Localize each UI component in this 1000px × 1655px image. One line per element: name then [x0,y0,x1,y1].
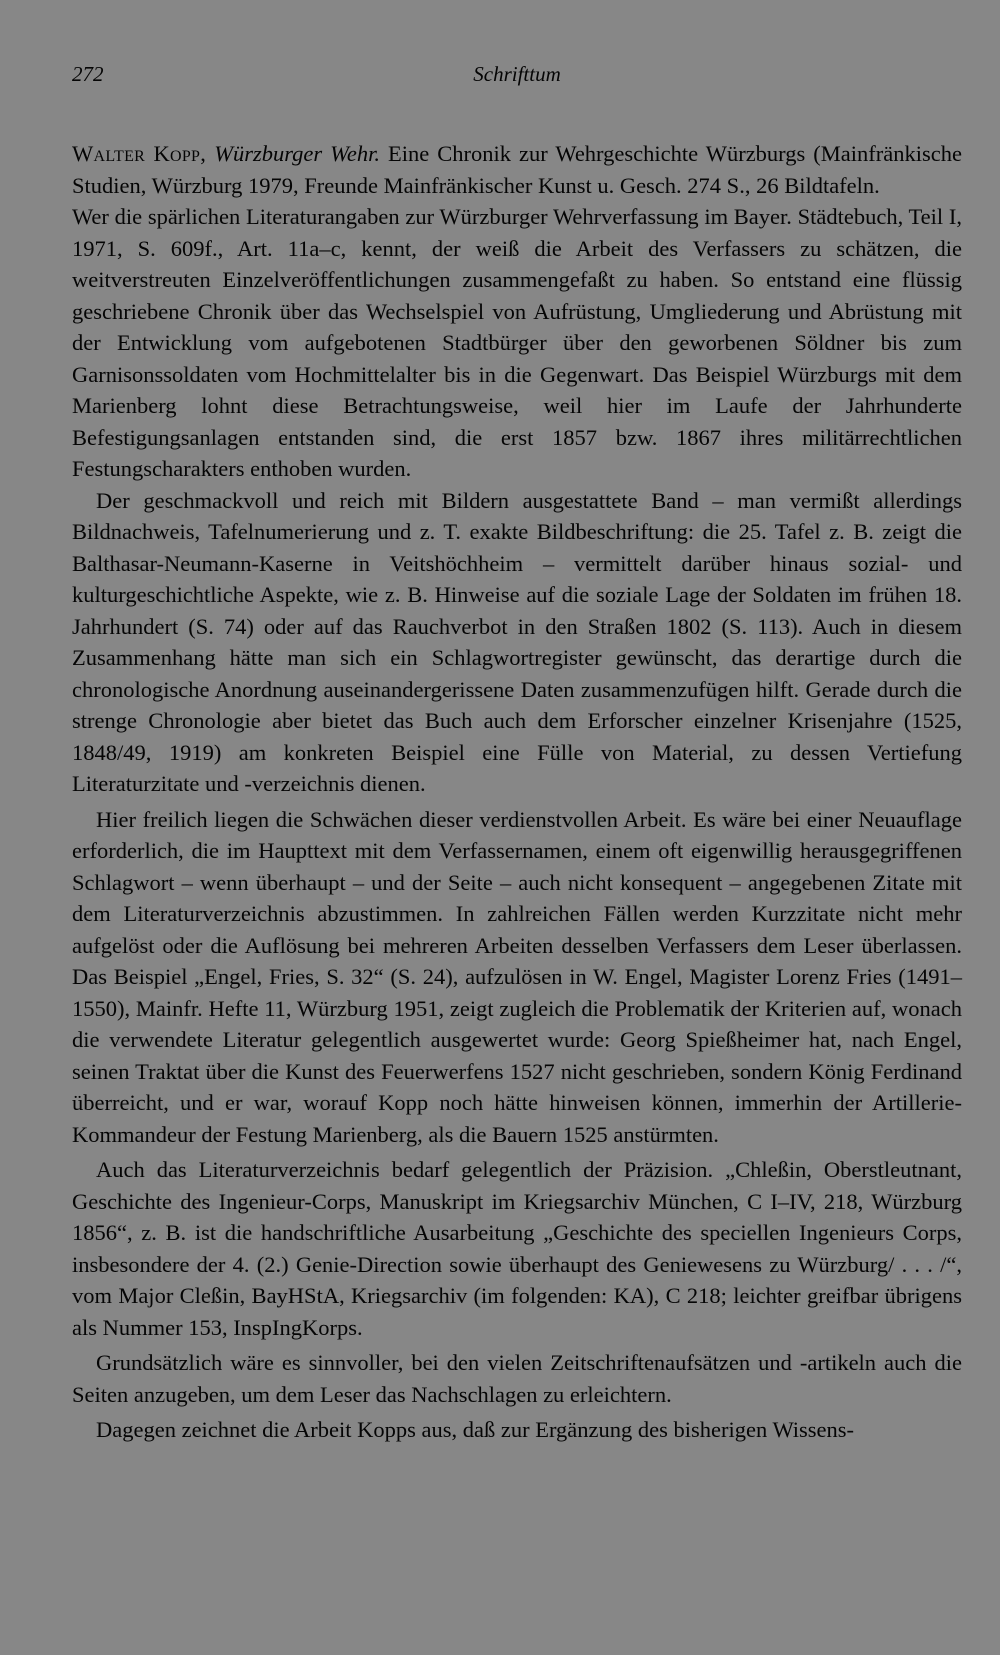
review-citation: Eine Chronik zur Wehrgeschichte Würzburgs (Mainfränkische Studien, Würzburg 1979, Freunde Mainfränkischer Kunst u. Gesch. 274 S., 26 Bildtafeln. [72,141,962,198]
section-title: Schrifttum [473,62,561,86]
page [72,56,962,1446]
review-book-title: Würzburger Wehr. [214,141,380,166]
review-paragraph-6: Dagegen zeichnet die Arbeit Kopps aus, daß zur Ergänzung des bisherigen Wissens- [96,1417,855,1442]
review-paragraph-2: Der geschmackvoll und reich mit Bildern ausgestattete Band – man vermißt allerdings Bildnachweis, Tafelnumerierung und z. T. exakte Bildbeschriftung: die 25. Tafel z. B. zeigt die Balthasar-Neumann-Kaserne in Veitshöchheim – vermittelt darüber hinaus sozial- und kulturgeschichtliche Aspekte, wie z. B. Hinweise auf die soziale Lage der Soldaten im frühen 18. Jahrhundert (S. 74) oder auf das Rauchverbot in den Straßen 1802 (S. 113). Auch in diesem Zusammenhang hätte man sich ein Schlagwortregister gewünscht, das derartige durch die chronologische Anordnung auseinandergerissene Daten zusammenzufügen hilft. Gerade durch die strenge Chronologie aber bietet das Buch auch dem Erforscher einzelner Krisenjahre (1525, 1848/49, 1919) am konkreten Beispiel eine Fülle von Material, zu dessen Vertiefung Literaturzitate und -verzeichnis dienen. [72,487,962,796]
review-paragraph-4: Auch das Literaturverzeichnis bedarf gelegentlich der Präzision. „Chleßin, Oberstleutnant, Geschichte des Ingenieur-Corps, Manuskript im Kriegsarchiv München, C I–IV, 218, Würzburg 1856“, z. B. ist die handschriftliche Ausarbeitung „Geschichte des speciellen Ingenieurs Corps, insbesondere der 4. (2.) Genie-Direction sowie überhaupt des Geniewesens zu Würzburg/ . . . /“, vom Major Cleßin, BayHStA, Kriegsarchiv (im folgenden: KA), C 218; leichter greifbar übrigens als Nummer 153, InspIngKorps. [72,1157,962,1340]
page-number: 272 [72,62,104,86]
running-head [72,56,962,92]
review-author: Walter Kopp, [72,141,207,166]
review-heading [72,138,962,201]
review-paragraph-1: Wer die spärlichen Literaturangaben zur Würzburger Wehrverfassung im Bayer. Städtebuch, Teil I, 1971, S. 609f., Art. 11a–c, kennt, der weiß die Arbeit des Verfassers zu schätzen, die weitverstreuten Einzelveröffentlichungen zusammengefaßt zu haben. So entstand eine flüssig geschriebene Chronik über das Wechselspiel von Aufrüstung, Umgliederung und Abrüstung mit der Entwicklung vom aufgebotenen Stadtbürger über den geworbenen Söldner bis zum Garnisonssoldaten vom Hochmittelalter bis in die Gegenwart. Das Beispiel Würzburgs mit dem Marienberg lohnt diese Betrachtungsweise, weil hier im Laufe der Jahrhunderte Befestigungsanlagen entstanden sind, die erst 1857 bzw. 1867 ihres militärrechtlichen Festungscharakters enthoben wurden. [72,204,962,481]
review-paragraph-5: Grundsätzlich wäre es sinnvoller, bei den vielen Zeitschriftenaufsätzen und -artikeln auch die Seiten anzugeben, um dem Leser das Nachschlagen zu erleichtern. [72,1350,962,1407]
review-paragraph-3: Hier freilich liegen die Schwächen dieser verdienstvollen Arbeit. Es wäre bei einer Neuauflage erforderlich, die im Haupttext mit dem Verfassernamen, einem oft eigenwillig herausgegriffenen Schlagwort – wenn überhaupt – und der Seite – auch nicht konsequent – angegebenen Zitate mit dem Literaturverzeichnis abzustimmen. In zahlreichen Fällen werden Kurzzitate nicht mehr aufgelöst oder die Auflösung bei mehreren Arbeiten desselben Verfassers dem Leser überlassen. Das Beispiel „Engel, Fries, S. 32“ (S. 24), aufzulösen in W. Engel, Magister Lorenz Fries (1491–1550), Mainfr. Hefte 11, Würzburg 1951, zeigt zugleich die Problematik der Kriterien auf, wonach die verwendete Literatur gelegentlich ausgewertet wurde: Georg Spießheimer hat, nach Engel, seinen Traktat über die Kunst des Feuerwerfens 1527 nicht geschrieben, sondern König Ferdinand überreicht, und er war, worauf Kopp noch hätte hinweisen können, immerhin der Artillerie-Kommandeur der Festung Marienberg, als die Bauern 1525 anstürmten. [72,806,962,1147]
